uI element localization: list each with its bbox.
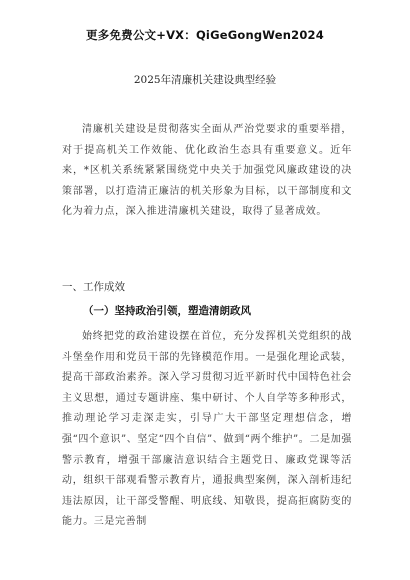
subsection-paragraph: 始终把党的政治建设摆在首位，充分发挥机关党组织的战斗堡垒作用和党员干部的先锋模范作用。一是强化理论武装，提高干部政治素养。深入学习贯彻习近平新时代中国特色社会主义思想，通过专题讲座、集中研讨、个人自学等多种形式，推动理论学习走深走实，引导广大干部坚定理想信念，增强“四个意识”、坚定“四个自信”、做到“两个维护”。二是加强警示教育，增强干部廉洁意识结合主题党日、廉政党课等活动，组织干部观看警示教育片，通报典型案例，深入剖析违纪违法原因，让干部受警醒、明底线、知敬畏，提高拒腐防变的能力。三是完善制 [62,331,352,528]
subsection-paragraph-block [62,327,352,533]
document-title: 2025年清廉机关建设典型经验 [133,74,277,86]
section-heading: 一、工作成效 [62,281,125,293]
intro-paragraph-block [62,120,352,223]
intro-paragraph: 清廉机关建设是贯彻落实全面从严治党要求的重要举措，对于提高机关工作效能、优化政治生态具有重要意义。近年来，*区机关系统紧紧围绕党中央关于加强党风廉政建设的决策部署，以打造清正廉洁的机关形象为目标，以干部制度和文化为着力点，深入推进清廉机关建设，取得了显著成效。 [62,124,352,218]
subsection-heading: （一）坚持政治引领，塑造清朗政风 [83,305,251,317]
watermark-header: 更多免费公文+VX：QiGeGongWen2024 [86,28,324,42]
